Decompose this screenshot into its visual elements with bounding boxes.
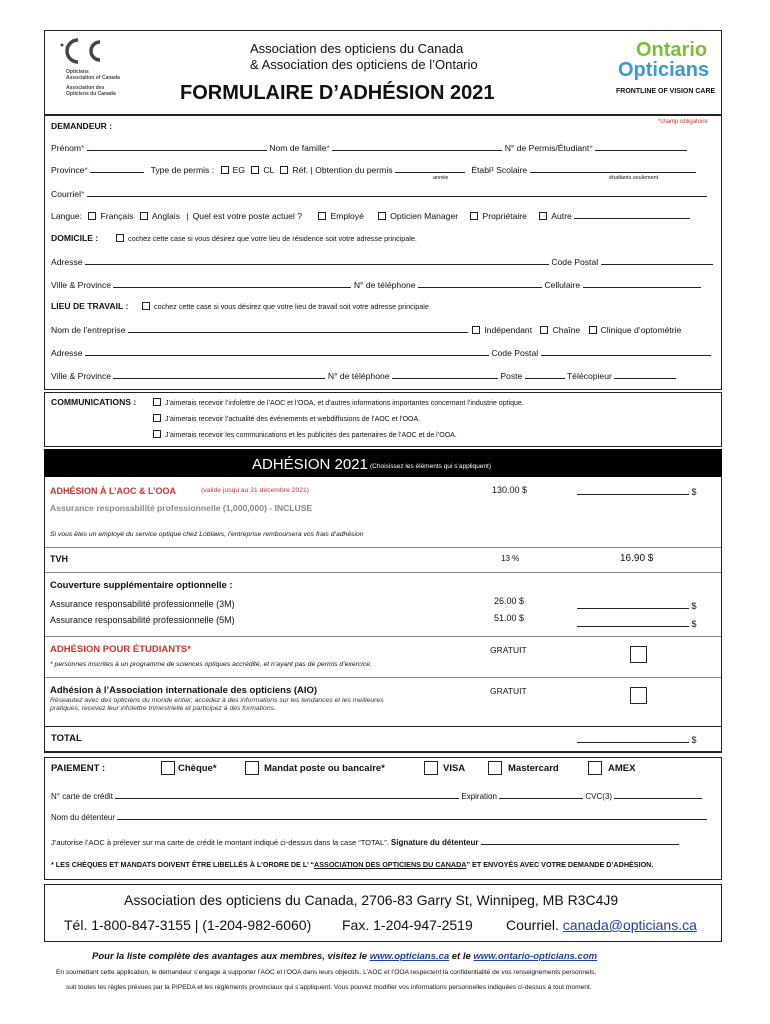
authorize-text: J’autorise l’AOC à prélever sur ma carte de crédit le montant indiqué ci-dessus dans la case “TOTAL”. <box>51 838 389 847</box>
payment-heading: PAIEMENT : <box>51 763 106 774</box>
province-label: Province <box>51 165 85 175</box>
assur-5m-price: 51.00 $ <box>494 613 525 623</box>
membership-bar-title: ADHÉSION 2021 <box>252 456 368 473</box>
couverture-heading: Couverture supplémentaire optionnelle : <box>50 580 233 591</box>
permis-field[interactable] <box>595 142 687 151</box>
mandat-label: Mandat poste ou bancaire* <box>264 763 385 774</box>
aoc-amount-field[interactable] <box>577 486 689 495</box>
aoc-membership-label: ADHÉSION À L’AOC & L’OOA <box>50 486 177 496</box>
lieu-travail-heading: LIEU DE TRAVAIL : <box>51 301 129 311</box>
entreprise-field[interactable] <box>128 324 468 333</box>
poste-field[interactable] <box>525 370 565 379</box>
assur-3m-field[interactable] <box>577 600 689 609</box>
ville-label: Ville & Province <box>51 280 112 290</box>
courriel-label: Courriel <box>51 189 82 199</box>
ref-checkbox[interactable] <box>280 166 288 174</box>
domicile-heading: DOMICILE : <box>51 233 99 243</box>
telecopieur-field[interactable] <box>614 370 676 379</box>
domicile-row <box>116 234 417 242</box>
assur-5m-field[interactable] <box>577 618 689 627</box>
row-adresse-2 <box>51 347 711 358</box>
footer-adv-pre: Pour la liste complète des avantages aux membres, visitez le <box>92 951 368 962</box>
ville-field[interactable] <box>113 279 351 288</box>
code-postal-2-label: Code Postal <box>491 348 539 358</box>
mastercard-label: Mastercard <box>508 763 559 774</box>
autre-field[interactable] <box>574 210 690 219</box>
footer-adv-mid: et le <box>451 951 471 962</box>
signature-label: Signature du détenteur <box>390 838 479 847</box>
divider-1 <box>45 547 721 548</box>
comm-opt-1-checkbox[interactable] <box>153 398 161 406</box>
contact-fax: Fax. 1-204-947-2519 <box>342 917 473 933</box>
clinique-label: Clinique d’optométrie <box>600 325 682 335</box>
telecopieur-label: Télécopieur <box>566 371 612 381</box>
code-postal-label: Code Postal <box>551 257 599 267</box>
etab-label: Établ¹ Scolaire <box>471 165 528 175</box>
aio-price: GRATUIT <box>490 686 527 696</box>
comm-opt-3-label: J’aimerais recevoir les communications et les publicités des partenaires de l’AOC et de l’OOA. <box>165 432 457 439</box>
row-ville-2 <box>51 370 676 381</box>
adresse-field[interactable] <box>85 256 549 265</box>
nom-field[interactable] <box>332 142 502 151</box>
row-entreprise <box>51 324 681 335</box>
assur-3m-price: 26.00 $ <box>494 596 525 606</box>
amex-checkbox[interactable] <box>588 761 602 775</box>
row-card <box>51 790 702 801</box>
adresse-label: Adresse <box>51 257 83 267</box>
anglais-checkbox[interactable] <box>140 212 148 220</box>
etudiants-price: GRATUIT <box>490 645 527 655</box>
adresse-2-field[interactable] <box>85 347 489 356</box>
lieu-travail-checkbox[interactable] <box>142 302 150 310</box>
code-postal-2-field[interactable] <box>541 347 711 356</box>
lieu-travail-note: cochez cette case si vous désirez que votre lieu de travail soit votre adresse principale <box>154 302 429 311</box>
row-authorize <box>51 836 679 847</box>
cheque-label: Chèque* <box>178 763 217 774</box>
adresse-2-label: Adresse <box>51 348 83 358</box>
cvc-field[interactable] <box>614 790 702 799</box>
tvh-amount: 16.90 $ <box>620 553 654 564</box>
etab-field[interactable] <box>530 164 696 173</box>
etudiants-label: ADHÉSION POUR ÉTUDIANTS* <box>50 644 191 655</box>
card-no-field[interactable] <box>115 790 459 799</box>
ville-2-label: Ville & Province <box>51 371 112 381</box>
comm-opt-1 <box>153 398 524 407</box>
cheques-note-org: ASSOCIATION DES OPTICIENS DU CANADA <box>314 860 467 869</box>
membership-bar-note: (Choisissez les éléments qui s’appliquent) <box>370 463 492 470</box>
divider-2 <box>45 572 721 573</box>
comm-opt-2-label: J’aimerais recevoir l’actualité des événements et webdiffusions de l’AOC et l’OOA. <box>165 416 421 423</box>
domicile-note: cochez cette case si vous désirez que votre lieu de résidence soit votre adresse principale. <box>128 234 417 243</box>
eg-label: EG <box>232 165 245 175</box>
opticien-manager-label: Opticien Manager <box>390 211 459 221</box>
poste-label: Poste <box>500 371 523 381</box>
mandat-checkbox[interactable] <box>245 761 259 775</box>
comm-opt-3-checkbox[interactable] <box>153 430 161 438</box>
total-label: TOTAL <box>51 733 82 744</box>
opticien-manager-checkbox[interactable] <box>378 212 386 220</box>
chaine-checkbox[interactable] <box>540 326 548 334</box>
obtention-field[interactable] <box>395 164 465 173</box>
oc-logo-icon <box>56 36 106 66</box>
entreprise-label: Nom de l’entreprise <box>51 325 126 335</box>
oc-logo-text-1: Opticians <box>66 69 89 75</box>
oo-logo-tagline: FRONTLINE OF VISION CARE <box>616 88 716 95</box>
tvh-rate: 13 % <box>501 554 520 563</box>
chaine-label: Chaîne <box>552 325 581 335</box>
cheques-note <box>51 861 653 868</box>
assur-5m-amount <box>577 618 697 629</box>
cellulaire-label: Cellulaire <box>544 280 581 290</box>
etudiants-seul-note: étudiants seulement <box>609 175 659 181</box>
aio-checkbox[interactable] <box>630 687 647 704</box>
comm-opt-2 <box>153 414 420 423</box>
province-field[interactable] <box>90 164 144 173</box>
lieu-travail-row <box>142 302 429 310</box>
tel-2-field[interactable] <box>392 370 498 379</box>
total-field[interactable] <box>577 734 689 743</box>
permis-label: N° de Permis/Étudiant <box>504 143 590 153</box>
loblaws-note: Si vous êtes un employé du service optique chez Loblaws, l’entreprise remboursera vos frais d’adhésion <box>50 531 364 538</box>
contact-address: Association des opticiens du Canada, 2706-83 Garry St, Winnipeg, MB R3C4J9 <box>124 892 619 908</box>
assur-5m-dollar: $ <box>691 619 697 629</box>
employe-checkbox[interactable] <box>318 212 326 220</box>
divider-3 <box>45 636 721 637</box>
contact-courriel <box>506 918 697 932</box>
visa-checkbox[interactable] <box>424 761 438 775</box>
comm-opt-2-checkbox[interactable] <box>153 414 161 422</box>
langue-label: Langue: <box>51 211 83 221</box>
francais-label: Français <box>100 211 134 221</box>
row-province: Province* Type de permis : EG CL Réf. | Obtention du permis Établ¹ Scolaire <box>51 164 696 175</box>
autre-checkbox[interactable] <box>539 212 547 220</box>
prenom-field[interactable] <box>87 142 267 151</box>
clinique-checkbox[interactable] <box>589 326 597 334</box>
tel-label: N° de téléphone <box>353 280 416 290</box>
etudiants-note: * personnes inscrites à un programme de sciences optiques accrédité, et n’ayant pas de permis d’exercice. <box>50 661 372 668</box>
cheque-checkbox[interactable] <box>161 761 175 775</box>
row-langue: Langue: Français Anglais | Quel est votre poste actuel ? Employé Opticien Manager Propriétaire Autre <box>51 210 690 221</box>
applicant-heading: DEMANDEUR : <box>51 121 113 131</box>
total-dollar: $ <box>691 735 697 745</box>
courriel-field[interactable] <box>87 188 707 197</box>
proprietaire-checkbox[interactable] <box>470 212 478 220</box>
annee-note: année <box>433 175 449 181</box>
page-title: FORMULAIRE D’ADHÉSION 2021 <box>180 82 495 104</box>
aio-note-2: pratiques, recevez leur infolettre trimestrielle et participez à des formations. <box>50 705 276 712</box>
expiration-field[interactable] <box>499 790 583 799</box>
aoc-membership-valid: (valide jusqu’au 31 décembre 2021) <box>201 487 310 494</box>
tel-2-label: N° de téléphone <box>327 371 390 381</box>
header-line-2: & Association des opticiens de l’Ontario <box>250 57 478 72</box>
expiration-label: Expiration <box>461 792 497 801</box>
independant-checkbox[interactable] <box>472 326 480 334</box>
domicile-checkbox[interactable] <box>116 234 124 242</box>
mastercard-checkbox[interactable] <box>488 761 502 775</box>
header-line-1: Association des opticiens du Canada <box>250 41 464 56</box>
cvc-label: CVC(3) <box>585 792 613 801</box>
francais-checkbox[interactable] <box>88 212 96 220</box>
aoc-membership-amount <box>577 486 697 497</box>
opticians-link[interactable]: www.opticians.ca <box>369 951 450 962</box>
code-postal-field[interactable] <box>601 256 713 265</box>
cl-label: CL <box>263 165 274 175</box>
amex-label: AMEX <box>608 763 636 774</box>
privacy-line-1: En soumettant cette application, le demandeur s’engage à supporter l’AOC et l’OOA dans leurs objectifs. L’AOC et l’OOA respectent la confidentialité de vos renseignements personnels, <box>56 969 597 976</box>
eg-checkbox[interactable] <box>221 166 229 174</box>
privacy-line-2: suit toutes les règles prévues par la PIPEDA et les règlements provinciaux qui s’appliquent. Vous pouvez modifier vos informations personnelles indiquées ci-dessus à tout moment. <box>66 984 592 991</box>
employe-label: Employé <box>330 211 364 221</box>
etudiants-checkbox[interactable] <box>630 646 647 663</box>
comm-opt-1-label: J’aimerais recevoir l’infolettre de l’AOC et l’OOA, et d’autres informations importantes concernant l’industrie optique. <box>165 400 524 407</box>
prenom-label: Prénom <box>51 143 82 153</box>
cheques-note-pre: * LES CHÈQUES ET MANDATS DOIVENT ÊTRE LIBELLÉS À L’ORDRE DE L’ “ <box>51 860 315 869</box>
visa-label: VISA <box>443 763 466 774</box>
required-note: *champ obligatoire <box>658 119 708 125</box>
aio-label: Adhésion à l’Association internationale des opticiens (AIO) <box>50 685 318 696</box>
row-courriel: Courriel* <box>51 188 707 199</box>
row-adresse-1 <box>51 256 713 267</box>
assurance-incluse: Assurance responsabilité professionnelle (1,000,000) - INCLUSE <box>50 503 313 513</box>
divider-4 <box>45 677 721 678</box>
ontario-opticians-link[interactable]: www.ontario-opticians.com <box>473 951 598 962</box>
total-amount <box>577 734 697 745</box>
aio-note-1: Réseautez avec des opticiens du monde entier, accédez à des informations sur les tendances et les meilleures <box>50 697 384 704</box>
independant-label: Indépendant <box>484 325 533 335</box>
oo-logo-ontario: Ontario <box>636 39 708 61</box>
card-no-label: N° carte de crédit <box>51 792 113 801</box>
nom-label: Nom de famille <box>269 143 327 153</box>
oo-logo-opticians: Opticians <box>618 59 710 81</box>
assur-3m-label: Assurance responsabilité professionnelle (3M) <box>50 599 235 609</box>
oc-logo-text-3: Association des <box>66 85 105 91</box>
holder-field[interactable] <box>117 811 707 820</box>
cellulaire-field[interactable] <box>583 279 701 288</box>
anglais-label: Anglais <box>151 211 180 221</box>
aoc-dollar: $ <box>691 487 697 497</box>
holder-label: Nom du détenteur <box>51 813 116 822</box>
courriel-text: Courriel. <box>506 917 559 933</box>
ref-label: Réf. | Obtention du permis <box>292 165 393 175</box>
autre-label: Autre <box>551 211 572 221</box>
row-ville-1 <box>51 279 701 290</box>
cheques-note-post: ” ET ENVOYÉS AVEC VOTRE DEMANDE D’ADHÉSION. <box>466 860 654 869</box>
cl-checkbox[interactable] <box>251 166 259 174</box>
comm-opt-3 <box>153 430 457 439</box>
email-link[interactable]: canada@opticians.ca <box>562 917 697 933</box>
row-holder <box>51 811 707 822</box>
assur-3m-dollar: $ <box>691 601 697 611</box>
poste-question: Quel est votre poste actuel ? <box>192 211 303 221</box>
ville-2-field[interactable] <box>113 370 325 379</box>
row-names: Prénom* Nom de famille* N° de Permis/Étudiant* <box>51 142 687 153</box>
oc-logo-text-2: Association of Canada <box>66 75 120 81</box>
communications-heading: COMMUNICATIONS : <box>51 397 137 407</box>
footer-advantages <box>92 952 597 962</box>
oc-logo-text-4: Opticiens du Canada <box>66 91 116 97</box>
signature-field[interactable] <box>481 836 679 845</box>
contact-tel: Tél. 1-800-847-3155 | (1-204-982-6060) <box>64 917 312 933</box>
aoc-membership-price: 130.00 $ <box>492 485 528 495</box>
tel-field[interactable] <box>418 279 542 288</box>
assur-5m-label: Assurance responsabilité professionnelle (5M) <box>50 615 235 625</box>
tvh-label: TVH <box>50 554 68 564</box>
type-permis-label: Type de permis : <box>150 165 215 175</box>
assur-3m-amount <box>577 600 697 611</box>
proprietaire-label: Propriétaire <box>482 211 527 221</box>
